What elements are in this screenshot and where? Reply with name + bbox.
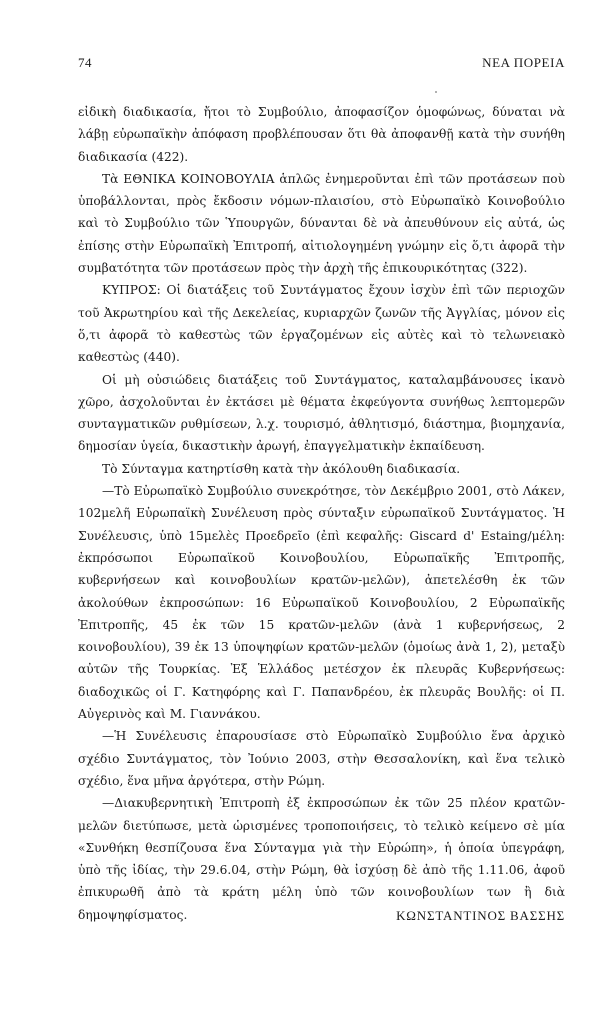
running-header <box>78 55 565 75</box>
paragraph-convention: —Τὸ Εὐρωπαϊκὸ Συμβούλιο συνεκρότησε, τὸν Δεκέμβριο 2001, στὸ Λάκεν, 102μελῆ Εὐρωπαϊκὴ Συνέλευση πρὸς σύνταξιν εὐρωπαϊκοῦ Συντάγματος. Ἡ Συνέλευσις, ὑπὸ 15μελὲς Προεδρεῖο (ἐπὶ κεφαλῆς: Giscard d' Estaing/μέλη: ἐκπρόσωποι Εὐρωπαϊκοῦ Κοινοβουλίου, Εὐρωπαϊκῆς Ἐπιτροπῆς, κυβερνήσεων καὶ κοινοβουλίων κρατῶν-μελῶν), ἀπετελέσθη ἐκ τῶν ἀκολούθων ἐκπροσώπων: 16 Εὐρωπαϊκοῦ Κοινοβουλίου, 2 Εὐρωπαϊκῆς Ἐπιτροπῆς, 45 ἐκ τῶν 15 κρατῶν-μελῶν (ἀνὰ 1 κυβερνήσεως, 2 κοινοβουλίου), 39 ἐκ 13 ὑποψηφίων κρατῶν-μελῶν (ὁμοίως ἀνὰ 1, 2), μεταξὺ αὐτῶν τῆς Τουρκίας. Ἐξ Ἑλλάδος μετέσχον ἐκ πλευρᾶς Κυβερνήσεως: διαδοχικῶς οἱ Γ. Κατηφόρης καὶ Γ. Παπανδρέου, ἐκ πλευρᾶς Βουλῆς: οἱ Π. Αὐγερινὸς καὶ Μ. Γιαννάκου. <box>78 484 565 722</box>
paragraph-intergovernmental: —Διακυβερνητικὴ Ἐπιτροπὴ ἐξ ἐκπροσώπων ἐκ τῶν 25 πλέον κρατῶν-μελῶν διετύπωσε, μετὰ ὡρισμένες τροποποιήσεις, τὸ τελικὸ κείμενο σὲ μία «Συνθήκη θεσπίζουσα ἕνα Σύνταγμα γιὰ τὴν Εὐρώπη», ἡ ὁποία ὑπεγράφη, ὑπὸ τῆς ἰδίας, τὴν 29.6.04, στὴν Ρώμη, θὰ ἰσχύσῃ δὲ ἀπὸ τῆς 1.11.06, ἀφοῦ ἐπικυρωθῆ ἀπὸ τὰ κράτη μέλη ὑπὸ τῶν κοινοβουλίων των ἢ διὰ δημοψηφίσματος. <box>78 796 565 922</box>
paragraph-continuation: εἰδικὴ διαδικασία, ἤτοι τὸ Συμβούλιο, ἀποφασίζον ὁμοφώνως, δύναται νὰ λάβῃ εὐρωπαϊκὴν ἀπόφαση προβλέπουσαν ὅτι θὰ ἀποφανθῇ κατὰ τὴν συνήθη διαδικασία (422). <box>78 105 565 164</box>
paragraph-draft: —Ἡ Συνέλευσις ἐπαρουσίασε στὸ Εὐρωπαϊκὸ Συμβούλιο ἕνα ἀρχικὸ σχέδιο Συντάγματος, τὸν Ἰούνιο 2003, στὴν Θεσσαλονίκη, καὶ ἕνα τελικὸ σχέδιο, ἕνα μῆνα ἀργότερα, στὴν Ρώμη. <box>78 729 565 788</box>
running-title: ΝΕΑ ΠΟΡΕΙΑ <box>482 55 565 70</box>
page-number: 74 <box>78 55 92 70</box>
scan-speck <box>435 91 437 93</box>
paragraph-national-parliaments: Τὰ ΕΘΝΙΚΑ ΚΟΙΝΟΒΟΥΛΙΑ ἁπλῶς ἐνημεροῦνται ἐπὶ τῶν προτάσεων ποὺ ὑποβάλλονται, πρὸς ἔκδοσιν νόμων-πλαισίου, στὸ Εὐρωπαϊκὸ Κοινοβούλιο καὶ τὸ Συμβούλιο τῶν Ὑπουργῶν, δύνανται δὲ νὰ ἀπευθύνουν εἰς αὐτά, ὡς ἐπίσης στὴν Εὐρωπαϊκὴ Ἐπιτροπή, αἰτιολογημένη γνώμην εἰς ὅ,τι ἀφορᾶ τὴν συμβατότητα τῶν προτάσεων πρὸς τὴν ἀρχὴ τῆς ἐπικουρικότητας (322). <box>78 171 565 276</box>
paragraph-non-essential-provisions: Οἱ μὴ οὐσιώδεις διατάξεις τοῦ Συντάγματος, καταλαμβάνουσες ἱκανὸ χῶρο, ἀσχολοῦνται ἐν ἐκτάσει μὲ θέματα ἐκφεύγοντα συνήθως λεπτομερῶν συνταγματικῶν ρυθμίσεων, λ.χ. τουρισμό, ἀθλητισμό, διάστημα, βιομηχανία, δημοσίαν ὑγεία, δικαστικὴν ἀρωγή, ἐπαγγελματικὴν ἐκπαίδευση. <box>78 372 565 454</box>
paragraph-procedure-intro: Τὸ Σύνταγμα κατηρτίσθη κατὰ τὴν ἀκόλουθη διαδικασία. <box>102 461 461 476</box>
author-signature: ΚΩΝΣΤΑΝΤΙΝΟΣ ΒΑΣΣΗΣ <box>396 908 565 923</box>
body-text <box>78 101 565 926</box>
paragraph-cyprus: ΚΥΠΡΟΣ: Οἱ διατάξεις τοῦ Συντάγματος ἔχουν ἰσχὺν ἐπὶ τῶν περιοχῶν τοῦ Ἀκρωτηρίου καὶ τῆς Δεκελείας, κυριαρχῶν ζωνῶν τῆς Ἀγγλίας, μόνον εἰς ὅ,τι ἀφορᾶ τὸ καθεστὼς τῶν ἐργαζομένων εἰς αὐτὲς καὶ τὸ τελωνειακὸ καθεστὼς (440). <box>78 283 565 365</box>
